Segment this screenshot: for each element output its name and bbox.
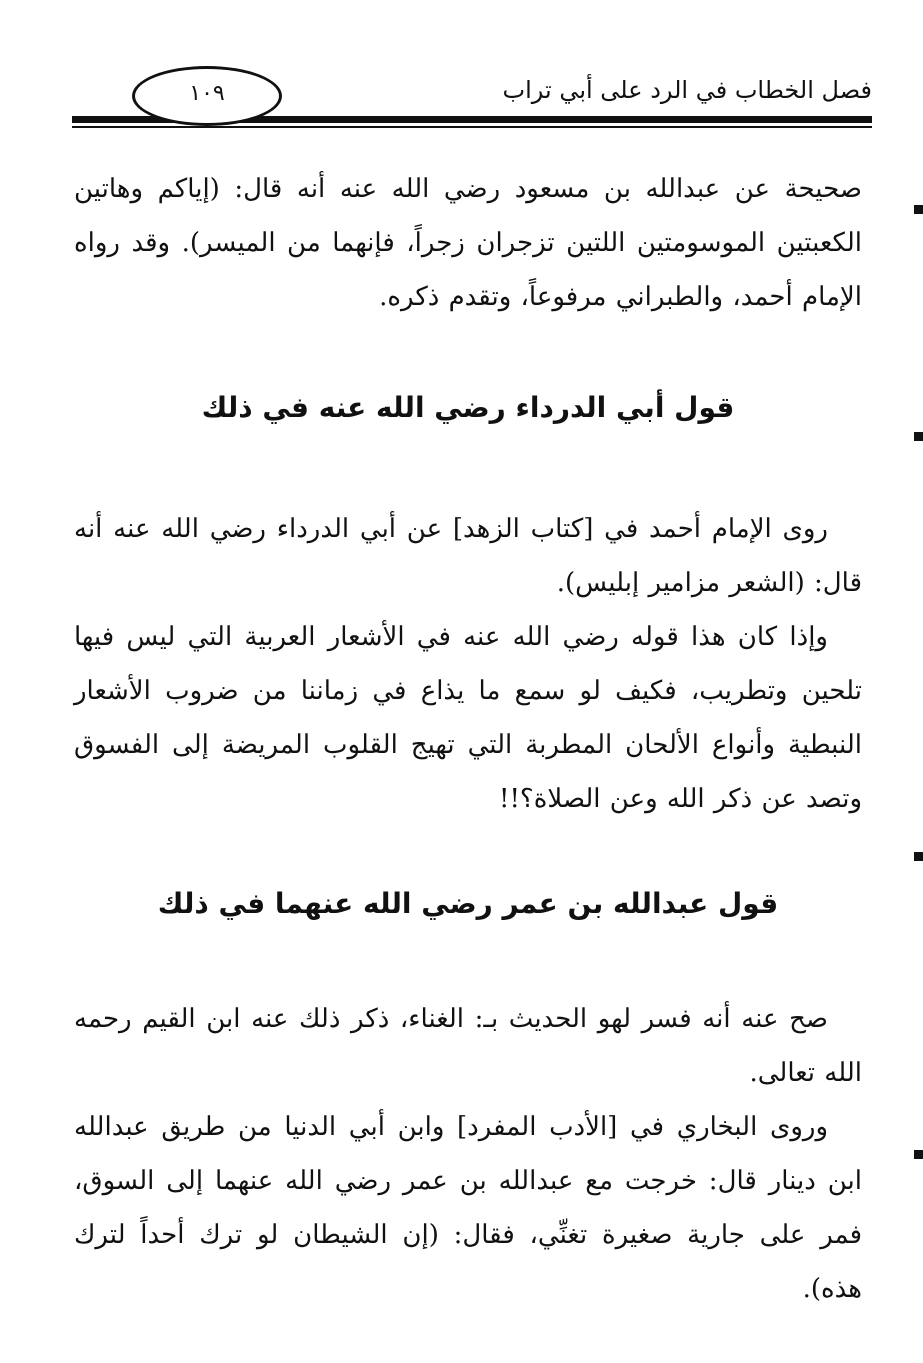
- paragraph: وإذا كان هذا قوله رضي الله عنه في الأشعار العربية التي ليس فيها تلحين وتطريب، فكيف لو سمع ما يذاع في زماننا من ضروب الأشعار النبطية وأنواع الألحان المطربة التي تهيج القلوب المريضة إلى الفسوق وتصد عن ذكر الله وعن الصلاة؟!!: [74, 622, 862, 814]
- paragraph: صحيحة عن عبدالله بن مسعود رضي الله عنه أنه قال: (إياكم وهاتين الكعبتين الموسومتين اللتين تزجران زجراً، فإنهما من الميسر). وقد رواه الإمام أحمد، والطبراني مرفوعاً، وتقدم ذكره.: [74, 174, 862, 312]
- scan-edge-mark: [914, 852, 923, 861]
- page-header: [72, 62, 872, 134]
- scan-edge-mark: [914, 205, 923, 214]
- spacer: [74, 826, 862, 884]
- section-heading: قول عبدالله بن عمر رضي الله عنهما في ذلك: [157, 887, 779, 920]
- page-number: ١٠٩: [132, 66, 282, 126]
- page-body: [74, 162, 862, 1316]
- scan-edge-mark: [914, 1150, 923, 1159]
- section-heading: قول أبي الدرداء رضي الله عنه في ذلك: [201, 391, 735, 424]
- paragraph: صح عنه أنه فسر لهو الحديث بـ: الغناء، ذكر ذلك عنه ابن القيم رحمه الله تعالى.: [74, 1004, 862, 1088]
- spacer: [74, 324, 862, 388]
- spacer: [74, 428, 862, 502]
- spacer: [74, 924, 862, 992]
- running-title: فصل الخطاب في الرد على أبي تراب: [502, 76, 872, 104]
- scan-edge-mark: [914, 432, 923, 441]
- paragraph: وروى البخاري في [الأدب المفرد] وابن أبي الدنيا من طريق عبدالله ابن دينار قال: خرجت مع عبدالله بن عمر رضي الله عنهما إلى السوق، فمر على جارية صغيرة تغنِّي، فقال: (إن الشيطان لو ترك أحداً لترك هذه).: [74, 1112, 862, 1304]
- header-rule-thin: [72, 126, 872, 128]
- paragraph: روى الإمام أحمد في [كتاب الزهد] عن أبي الدرداء رضي الله عنه أنه قال: (الشعر مزامير إبليس).: [74, 514, 862, 598]
